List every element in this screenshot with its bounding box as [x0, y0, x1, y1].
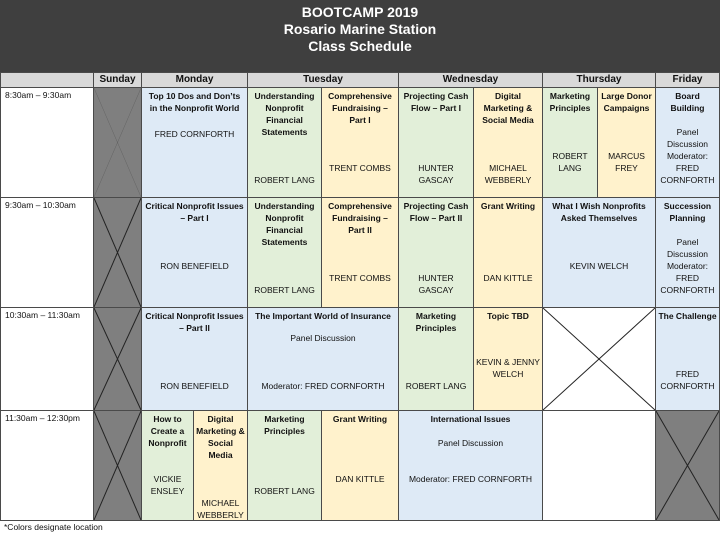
session-card [655, 197, 720, 308]
schedule-grid [0, 72, 720, 520]
session-card [655, 87, 720, 198]
banner-subtitle: Class Schedule [308, 38, 412, 54]
session-card [321, 410, 399, 521]
session-title: Critical Nonprofit Issues – Part II [145, 311, 244, 333]
session-card [655, 307, 720, 411]
session-title: Critical Nonprofit Issues – Part I [145, 201, 244, 223]
session-presenter: RON BENEFIELD [160, 381, 229, 391]
session-card [141, 307, 248, 411]
time-slot-3: 10:30am – 11:30am [0, 307, 94, 411]
time-slot-2: 9:30am – 10:30am [0, 197, 94, 308]
session-card [247, 410, 322, 521]
session-presenter: TRENT COMBS [329, 163, 391, 173]
session-presenter: KEVIN WELCH [569, 261, 629, 271]
session-title: Marketing Principles [549, 91, 591, 113]
session-presenter: HUNTER GASCAY [418, 163, 454, 185]
session-presenter: KEVIN & JENNY WELCH [476, 357, 540, 379]
session-title: Digital Marketing & Social Media [196, 414, 245, 460]
empty-cell [542, 410, 656, 521]
header-monday: Monday [141, 72, 248, 88]
session-presenter: Moderator: FRED CORNFORTH [261, 381, 385, 391]
session-presenter: ROBERT LANG [254, 486, 315, 496]
session-card [247, 307, 399, 411]
session-presenter: MICHAEL WEBBERLY [197, 498, 244, 520]
sunday-blocked-cell [93, 307, 142, 411]
session-presenter: VICKIE ENSLEY [150, 474, 185, 496]
sunday-blocked-cell [93, 87, 142, 198]
session-panel-detail: Panel Discussion Moderator: FRED CORNFORTH [660, 127, 715, 185]
session-card [473, 87, 543, 198]
header-corner [0, 72, 94, 88]
session-card [321, 197, 399, 308]
cross-icon [94, 411, 141, 520]
session-title: Comprehensive Fundraising – Part I [328, 91, 392, 125]
session-title: Projecting Cash Flow – Part II [403, 201, 469, 223]
cross-icon [94, 88, 141, 197]
time-slot-1: 8:30am – 9:30am [0, 87, 94, 198]
session-card [247, 87, 322, 198]
session-card [473, 197, 543, 308]
session-title: Marketing Principles [264, 414, 305, 436]
session-panel-detail: Panel Discussion [437, 438, 504, 448]
session-presenter: MARCUS FREY [608, 151, 645, 173]
session-card [597, 87, 656, 198]
banner-location: Rosario Marine Station [283, 21, 437, 37]
header-friday: Friday [655, 72, 720, 88]
header-sunday: Sunday [93, 72, 142, 88]
session-title: Understanding Nonprofit Financial Statements [254, 91, 315, 137]
friday-blocked-cell [655, 410, 720, 521]
session-title: Grant Writing [480, 201, 536, 211]
session-title: Large Donor Campaigns [601, 91, 652, 113]
session-title: Marketing Principles [415, 311, 457, 333]
session-card [398, 307, 474, 411]
session-presenter: DAN KITTLE [335, 474, 385, 484]
header-tuesday: Tuesday [247, 72, 399, 88]
session-card [321, 87, 399, 198]
header-wednesday: Wednesday [398, 72, 543, 88]
schedule-banner [0, 0, 720, 72]
session-title: Succession Planning [663, 201, 712, 223]
sunday-blocked-cell [93, 197, 142, 308]
session-title: The Important World of Insurance [255, 311, 391, 321]
session-card [141, 410, 194, 521]
session-presenter: FRED CORNFORTH [660, 369, 715, 391]
session-card [141, 197, 248, 308]
header-thursday: Thursday [542, 72, 656, 88]
footnote: *Colors designate location [4, 522, 103, 532]
time-slot-4: 11:30am – 12:30pm [0, 410, 94, 521]
session-presenter: Moderator: FRED CORNFORTH [408, 474, 533, 484]
banner-title: BOOTCAMP 2019 [301, 4, 419, 20]
session-presenter: ROBERT LANG [405, 381, 467, 391]
sunday-blocked-cell [93, 410, 142, 521]
session-card [473, 307, 543, 411]
session-presenter: FRED CORNFORTH [154, 129, 235, 139]
session-presenter: ROBERT LANG [254, 175, 315, 185]
session-title: Topic TBD [487, 311, 529, 321]
session-card [542, 87, 598, 198]
session-card [398, 197, 474, 308]
session-presenter: TRENT COMBS [329, 273, 391, 283]
session-title: Understanding Nonprofit Financial Statements [254, 201, 315, 247]
session-title: How to Create a Nonprofit [148, 414, 187, 448]
session-card [398, 410, 543, 521]
session-card [542, 197, 656, 308]
session-panel-detail: Panel Discussion Moderator: FRED CORNFORTH [660, 237, 715, 295]
session-title: Board Building [670, 91, 705, 113]
session-title: International Issues [430, 414, 511, 424]
session-title: What I Wish Nonprofits Asked Themselves [552, 201, 646, 223]
session-card [193, 410, 248, 521]
session-presenter: HUNTER GASCAY [418, 273, 454, 295]
session-card [398, 87, 474, 198]
session-presenter: RON BENEFIELD [160, 261, 229, 271]
thursday-blocked-cell [542, 307, 656, 411]
cross-icon [656, 411, 719, 520]
session-card [141, 87, 248, 198]
session-presenter: ROBERT LANG [254, 285, 315, 295]
cross-icon [94, 198, 141, 307]
session-title: Grant Writing [332, 414, 388, 424]
session-presenter: MICHAEL WEBBERLY [484, 163, 532, 185]
session-presenter: DAN KITTLE [483, 273, 533, 283]
cross-icon [94, 308, 141, 410]
session-title: Digital Marketing & Social Media [482, 91, 534, 125]
session-title: The Challenge [658, 311, 717, 321]
session-title: Comprehensive Fundraising – Part II [328, 201, 392, 235]
session-title: Top 10 Dos and Don’ts in the Nonprofit World [148, 91, 241, 113]
cross-icon [543, 308, 655, 410]
session-panel-detail: Panel Discussion [290, 333, 356, 343]
session-card [247, 197, 322, 308]
session-presenter: ROBERT LANG [552, 151, 588, 173]
session-title: Projecting Cash Flow – Part I [403, 91, 469, 113]
